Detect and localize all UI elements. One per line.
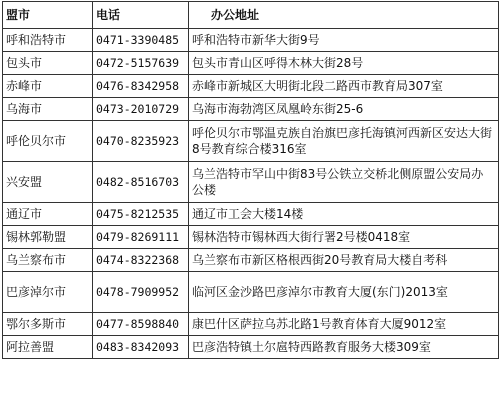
address-cell: 赤峰市新城区大明街北段二路西市教育局307室 bbox=[189, 75, 499, 98]
table-row bbox=[3, 203, 499, 226]
league-cell: 包头市 bbox=[3, 52, 93, 75]
league-cell: 赤峰市 bbox=[3, 75, 93, 98]
address-cell: 临河区金沙路巴彦淖尔市教育大厦(东门)2013室 bbox=[189, 272, 499, 313]
address-cell: 包头市青山区呼得木林大街28号 bbox=[189, 52, 499, 75]
address-cell: 锡林浩特市锡林西大街行署2号楼0418室 bbox=[189, 226, 499, 249]
header-league: 盟市 bbox=[3, 2, 93, 29]
table-row bbox=[3, 98, 499, 121]
league-cell: 乌兰察布市 bbox=[3, 249, 93, 272]
league-cell: 锡林郭勒盟 bbox=[3, 226, 93, 249]
phone-cell: 0473-2010729 bbox=[93, 98, 189, 121]
league-cell: 乌海市 bbox=[3, 98, 93, 121]
league-cell: 呼和浩特市 bbox=[3, 29, 93, 52]
phone-cell: 0483-8342093 bbox=[93, 336, 189, 359]
league-cell: 鄂尔多斯市 bbox=[3, 313, 93, 336]
exam-office-contact-table bbox=[2, 1, 499, 359]
header-address: 办公地址 bbox=[189, 2, 499, 29]
table-row bbox=[3, 249, 499, 272]
table-row bbox=[3, 162, 499, 203]
phone-cell: 0476-8342958 bbox=[93, 75, 189, 98]
address-cell: 乌海市海勃湾区凤凰岭东街25-6 bbox=[189, 98, 499, 121]
phone-cell: 0478-7909952 bbox=[93, 272, 189, 313]
address-cell: 康巴什区萨拉乌苏北路1号教育体育大厦9012室 bbox=[189, 313, 499, 336]
phone-cell: 0472-5157639 bbox=[93, 52, 189, 75]
table-row bbox=[3, 336, 499, 359]
table-row bbox=[3, 52, 499, 75]
league-cell: 呼伦贝尔市 bbox=[3, 121, 93, 162]
address-cell: 巴彦浩特镇土尔扈特西路教育服务大楼309室 bbox=[189, 336, 499, 359]
table-row bbox=[3, 29, 499, 52]
league-cell: 通辽市 bbox=[3, 203, 93, 226]
phone-cell: 0474-8322368 bbox=[93, 249, 189, 272]
table-row bbox=[3, 75, 499, 98]
address-cell: 乌兰察布市新区格根西街20号教育局大楼自考科 bbox=[189, 249, 499, 272]
address-cell: 呼和浩特市新华大街9号 bbox=[189, 29, 499, 52]
phone-cell: 0471-3390485 bbox=[93, 29, 189, 52]
league-cell: 巴彦淖尔市 bbox=[3, 272, 93, 313]
phone-cell: 0479-8269111 bbox=[93, 226, 189, 249]
contact-table-container bbox=[2, 1, 498, 409]
address-cell: 呼伦贝尔市鄂温克族自治旗巴彦托海镇河西新区安达大街8号教育综合楼316室 bbox=[189, 121, 499, 162]
phone-cell: 0470-8235923 bbox=[93, 121, 189, 162]
phone-cell: 0482-8516703 bbox=[93, 162, 189, 203]
league-cell: 阿拉善盟 bbox=[3, 336, 93, 359]
table-row bbox=[3, 121, 499, 162]
phone-cell: 0477-8598840 bbox=[93, 313, 189, 336]
table-header-row bbox=[3, 2, 499, 29]
address-cell: 乌兰浩特市罕山中街83号公铁立交桥北侧原盟公安局办公楼 bbox=[189, 162, 499, 203]
header-phone: 电话 bbox=[93, 2, 189, 29]
phone-cell: 0475-8212535 bbox=[93, 203, 189, 226]
table-row bbox=[3, 272, 499, 313]
table-row bbox=[3, 313, 499, 336]
address-cell: 通辽市工会大楼14楼 bbox=[189, 203, 499, 226]
league-cell: 兴安盟 bbox=[3, 162, 93, 203]
table-row bbox=[3, 226, 499, 249]
